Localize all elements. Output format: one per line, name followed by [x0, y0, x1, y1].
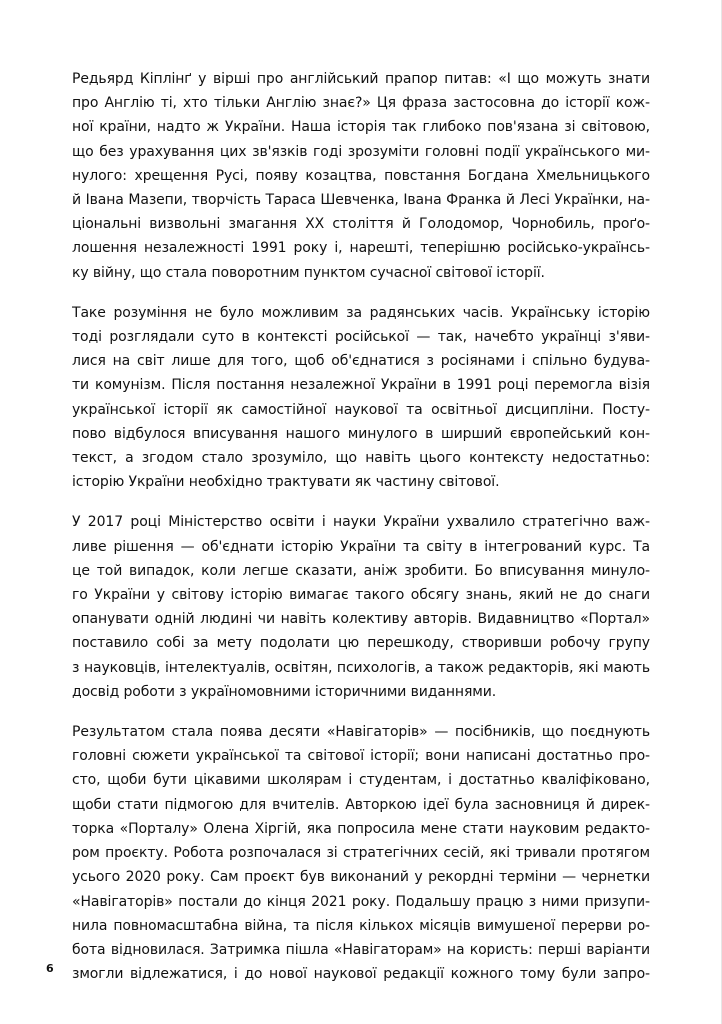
text-line: ку війну, що стала поворотним пунктом сучасної світової історії.	[72, 264, 545, 281]
text-line: пово відбулося вписування нашого минулого в ширший європейський кон-	[72, 425, 650, 442]
paragraph-3	[72, 510, 650, 704]
text-line: тоді розглядали суто в контексті російської — так, начебто українці з'яви-	[72, 329, 650, 346]
text-line: лися на світ лише для того, щоб об'єднатися з росіянами і спільно будува-	[72, 353, 650, 370]
text-line: й Івана Мазепи, творчість Тараса Шевченка, Івана Франка й Лесі Українки, на-	[72, 192, 650, 209]
paragraph-1	[72, 67, 650, 285]
text-line: опанувати одній людині чи навіть колективу авторів. Видавництво «Портал»	[72, 611, 650, 628]
text-line: усього 2020 року. Сам проєкт був виконаний у рекордні терміни — чернетки	[72, 869, 650, 886]
text-line: го України у світову історію вимагає такого обсягу знань, який не до снаги	[72, 587, 650, 604]
text-line: текст, а згодом стало зрозуміло, що навіть цього контексту недостатньо:	[72, 450, 650, 467]
text-line: лошення незалежності 1991 року і, нарешті, теперішню російсько-українсь-	[72, 240, 650, 257]
text-line: досвід роботи з україномовними історичними виданнями.	[72, 683, 497, 700]
text-line: ром проєкту. Робота розпочалася зі стратегічних сесій, які тривали протягом	[72, 845, 650, 862]
page-number: 6	[46, 962, 54, 975]
text-line: головні сюжети української та світової історії; вони написані достатньо про-	[72, 748, 650, 765]
text-line: нулого: хрещення Русі, появу козацтва, повстання Богдана Хмельницького	[72, 167, 650, 184]
body-text	[72, 67, 650, 1002]
text-line: поставило собі за мету подолати цю перешкоду, створивши робочу групу	[72, 635, 650, 652]
text-line: що без урахування цих зв'язків годі зрозуміти головні події українського ми-	[72, 143, 650, 160]
text-line: ної країни, надто ж України. Наша історія так глибоко пов'язана зі світовою,	[72, 119, 650, 136]
text-line: Таке розуміння не було можливим за радянських часів. Українську історію	[72, 304, 650, 321]
text-line: ти комунізм. Після постання незалежної України в 1991 році перемогла візія	[72, 377, 650, 394]
text-line: «Навігаторів» постали до кінця 2021 року. Подальшу працю з ними призупи-	[72, 893, 650, 910]
text-line: української історії як самостійної наукової та освітньої дисципліни. Посту-	[72, 401, 650, 418]
text-line: сто, щоби бути цікавими школярам і студентам, і достатньо кваліфіковано,	[72, 772, 650, 789]
text-line: нила повномасштабна війна, та після кількох місяців вимушеної перерви ро-	[72, 917, 650, 934]
text-line: це той випадок, коли легше сказати, аніж зробити. Бо вписування минуло-	[72, 562, 650, 579]
text-line: бота відновилася. Затримка пішла «Навігаторам» на користь: перші варіанти	[72, 941, 650, 958]
text-line: змогли відлежатися, і до нової наукової редакції кожного тому були запро-	[72, 966, 650, 983]
text-line: Редьярд Кіплінґ у вірші про англійський прапор питав: «І що можуть знати	[72, 71, 650, 87]
text-line: У 2017 році Міністерство освіти і науки України ухвалило стратегічно важ-	[72, 514, 650, 531]
paragraph-4	[72, 720, 650, 986]
text-line: Результатом стала поява десяти «Навігаторів» — посібників, що поєднують	[72, 724, 650, 741]
text-line: торка «Порталу» Олена Хіргій, яка попросила мене стати науковим редакто-	[72, 820, 650, 837]
text-line: щоби стати підмогою для вчителів. Авторкою ідеї була засновниця й дирек-	[72, 796, 650, 813]
text-line: з науковців, інтелектуалів, освітян, психологів, а також редакторів, які мають	[72, 659, 650, 676]
paragraph-2	[72, 301, 650, 495]
text-line: про Англію ті, хто тільки Англію знає?» Ця фраза застосовна до історії кож-	[72, 95, 650, 112]
text-line: ливе рішення — об'єднати історію України та світу в інтегрований курс. Та	[72, 538, 650, 555]
text-line: історію України необхідно трактувати як частину світової.	[72, 474, 500, 491]
text-line: ціональні визвольні змагання XX століття й Голодомор, Чорнобиль, проґо-	[72, 216, 650, 233]
